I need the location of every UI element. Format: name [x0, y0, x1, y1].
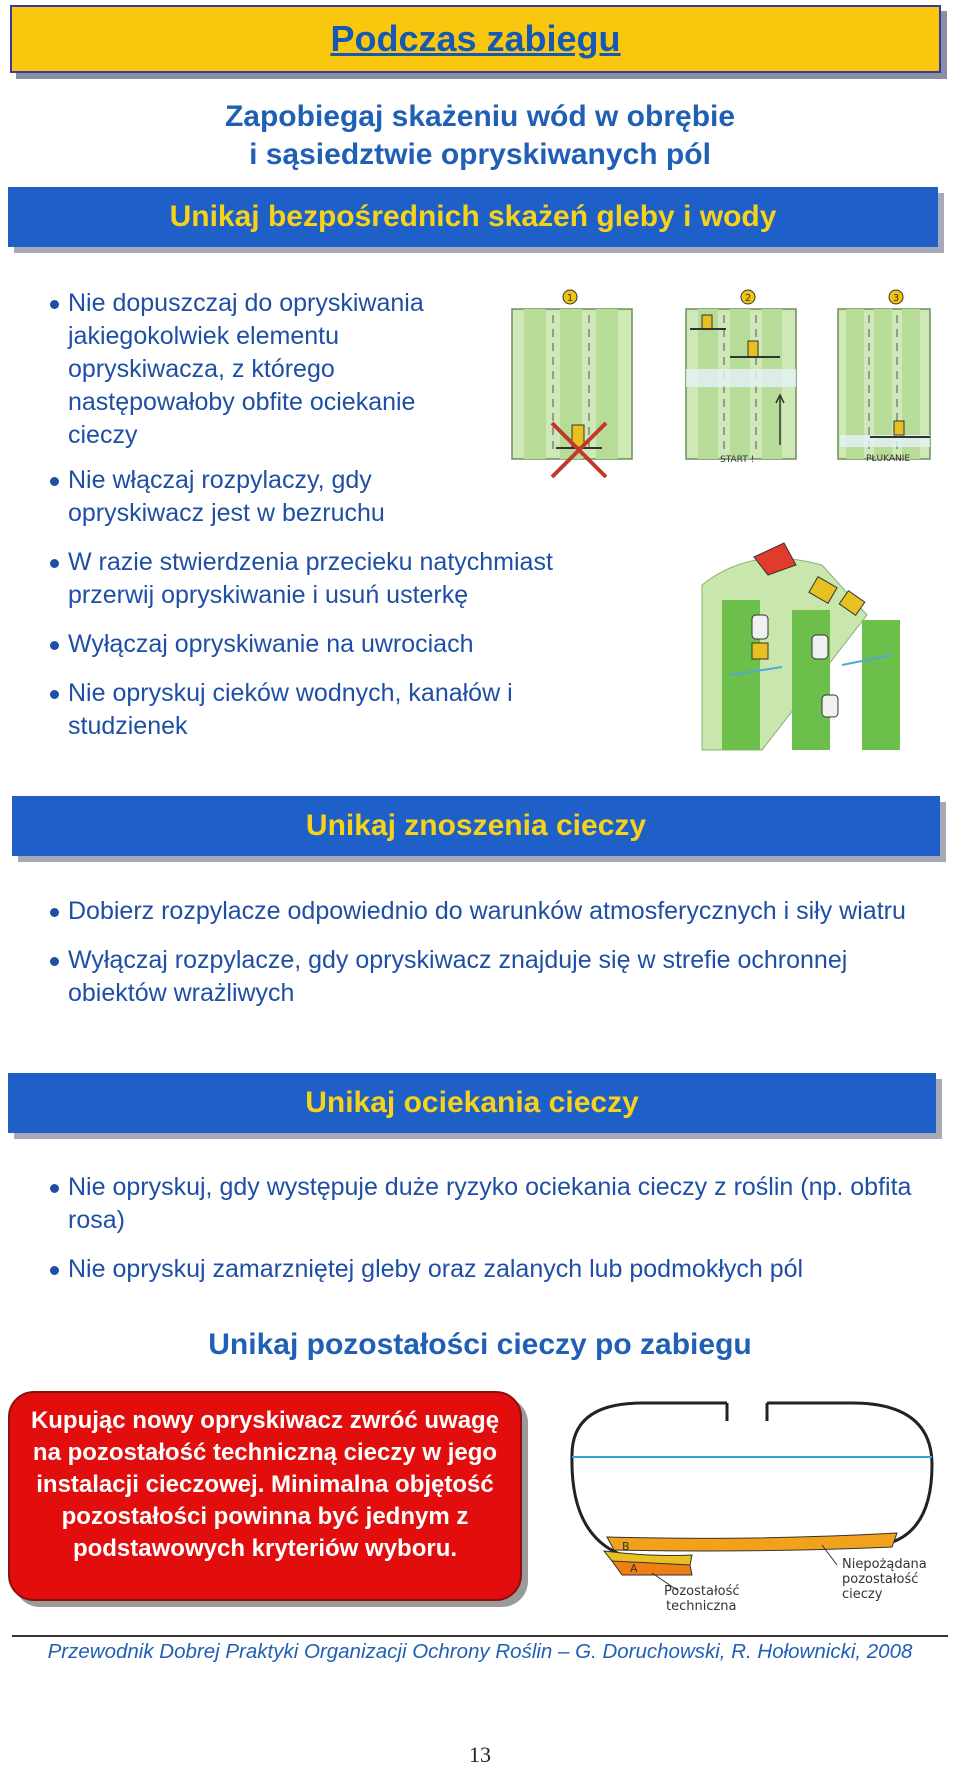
- undesired-residue-label-3: cieczy: [842, 1587, 883, 1602]
- list-item: Wyłączaj rozpylacze, gdy opryskiwacz znajduje się w strefie ochronnej obiektów wrażliwych: [0, 944, 950, 1010]
- tank-label-b: B: [622, 1540, 630, 1553]
- list-item: Nie opryskuj zamarzniętej gleby oraz zalanych lub podmokłych pól: [0, 1253, 950, 1286]
- figure-number-2: 2: [744, 293, 752, 304]
- field-panel-3: [838, 290, 930, 464]
- tank-label-a: A: [630, 1562, 638, 1575]
- technical-residue-label-2: techniczna: [666, 1599, 737, 1614]
- field-panel-2: [686, 290, 796, 465]
- subtitle-line-2: i sąsiedztwie opryskiwanych pól: [249, 138, 711, 171]
- list-item: W razie stwierdzenia przecieku natychmiast przerwij opryskiwanie i usuń usterkę: [0, 546, 620, 612]
- section-heading-drift: Unikaj znoszenia cieczy: [12, 796, 940, 856]
- field-rinsing-illustration: [490, 285, 950, 485]
- rinse-label: PŁUKANIE: [866, 454, 911, 464]
- subtitle-line-1: Zapobiegaj skażeniu wód w obrębie: [224, 100, 736, 133]
- section-heading-residue: Unikaj pozostałości cieczy po zabiegu: [208, 1328, 752, 1361]
- figure-number-3: 3: [892, 293, 900, 304]
- tank-residue-illustration: [552, 1385, 942, 1615]
- headland-turn-illustration: [692, 525, 942, 755]
- technical-residue-label-1: Pozostałość: [664, 1584, 740, 1599]
- footer-citation: Przewodnik Dobrej Praktyki Organizacji Ochrony Roślin – G. Doruchowski, R. Hołownicki, 2008: [47, 1640, 913, 1663]
- list-item: Nie włączaj rozpylaczy, gdy opryskiwacz jest w bezruchu: [0, 464, 620, 530]
- list-drift: [0, 895, 950, 1026]
- field-panel-1: [512, 290, 632, 477]
- list-item: Nie opryskuj, gdy występuje duże ryzyko ociekania cieczy z roślin (np. obfita rosa): [0, 1171, 950, 1237]
- undesired-residue-label-2: pozostałość: [842, 1572, 919, 1587]
- footer-divider: [12, 1635, 948, 1637]
- title-banner: [10, 5, 941, 73]
- start-label: START !: [720, 455, 755, 465]
- section-heading-dripping: Unikaj ociekania cieczy: [8, 1073, 936, 1133]
- undesired-residue-label-1: Niepożądana: [842, 1557, 927, 1572]
- figure-number-1: 1: [566, 293, 574, 304]
- subtitle: [0, 98, 960, 174]
- callout-box: Kupując nowy opryskiwacz zwróć uwagę na pozostałość techniczną cieczy w jego instalacji cieczowej. Minimalna objętość pozostałości powinna być jednym z podstawowych kryteriów wyboru.: [8, 1391, 522, 1601]
- page-number: 13: [469, 1742, 491, 1767]
- list-item: Nie dopuszczaj do opryskiwania jakiegokolwiek elementu opryskiwacza, z którego następowałoby obfite ociekanie cieczy: [0, 287, 620, 452]
- page-title: Podczas zabiegu: [330, 18, 621, 59]
- section-heading-direct-contamination: Unikaj bezpośrednich skażeń gleby i wody: [8, 187, 938, 247]
- list-dripping: [0, 1171, 950, 1302]
- list-item: Dobierz rozpylacze odpowiednio do warunków atmosferycznych i siły wiatru: [0, 895, 950, 928]
- list-item: Nie opryskuj cieków wodnych, kanałów i studzienek: [0, 677, 620, 743]
- list-item: Wyłączaj opryskiwanie na uwrociach: [0, 628, 620, 661]
